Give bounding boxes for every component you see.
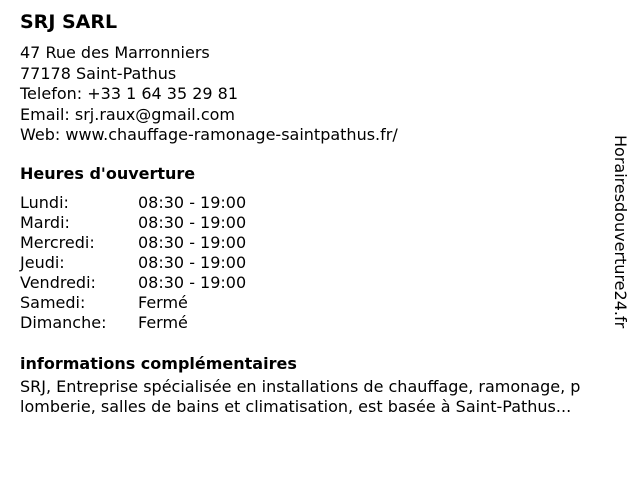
contact-block <box>20 43 398 146</box>
info-line-2: lomberie, salles de bains et climatisation, est basée à Saint-Pathus... <box>20 397 572 416</box>
day-label: Vendredi: <box>20 273 96 292</box>
hours-row-saturday <box>20 293 350 313</box>
hours-row-monday <box>20 193 350 213</box>
web-line: Web: www.chauffage-ramonage-saintpathus.fr/ <box>20 125 398 144</box>
hours-row-friday <box>20 273 350 293</box>
day-label: Samedi: <box>20 293 86 312</box>
hours-row-wednesday <box>20 233 350 253</box>
day-label: Mercredi: <box>20 233 95 252</box>
day-hours: 08:30 - 19:00 <box>138 233 247 252</box>
day-label: Dimanche: <box>20 313 107 332</box>
day-hours: 08:30 - 19:00 <box>138 193 247 212</box>
hours-row-thursday <box>20 253 350 273</box>
additional-info-text <box>20 377 635 417</box>
phone-line: Telefon: +33 1 64 35 29 81 <box>20 84 239 103</box>
day-hours: 08:30 - 19:00 <box>138 213 247 232</box>
address-line-2: 77178 Saint-Pathus <box>20 63 177 83</box>
day-hours: Fermé <box>138 293 188 312</box>
day-label: Jeudi: <box>20 253 65 272</box>
address-line-1: 47 Rue des Marronniers <box>20 43 210 62</box>
day-label: Mardi: <box>20 213 70 232</box>
opening-hours-heading: Heures d'ouverture <box>20 164 196 183</box>
day-hours: Fermé <box>138 313 188 332</box>
company-name: SRJ SARL <box>20 11 118 33</box>
email-line: Email: srj.raux@gmail.com <box>20 104 235 124</box>
hours-row-sunday <box>20 313 350 333</box>
hours-row-tuesday <box>20 213 350 233</box>
site-watermark: Horairesdouverture24.fr <box>611 135 630 329</box>
day-hours: 08:30 - 19:00 <box>138 253 247 272</box>
day-label: Lundi: <box>20 193 69 212</box>
day-hours: 08:30 - 19:00 <box>138 273 247 292</box>
opening-hours-table <box>20 193 350 333</box>
info-line-1: SRJ, Entreprise spécialisée en installations de chauffage, ramonage, p <box>20 377 581 396</box>
additional-info-heading: informations complémentaires <box>20 354 297 373</box>
